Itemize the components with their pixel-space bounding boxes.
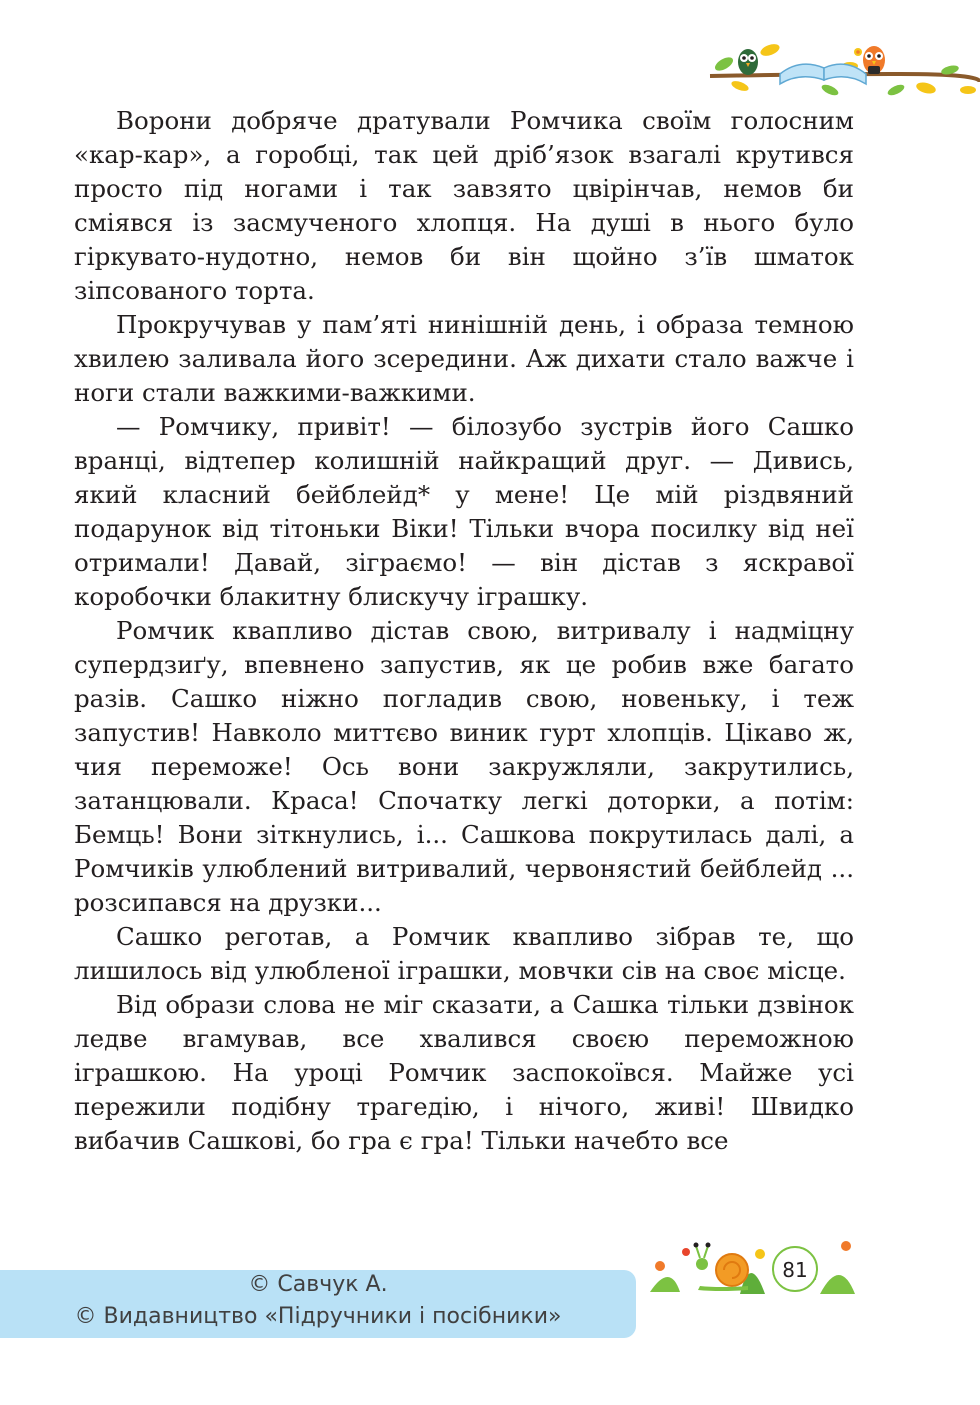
- paragraph: Ворони добряче дратували Ромчика своїм голосним «кар-кар», а горобці, так цей дріб’язок взагалі крутився просто під ногами і так завзято цвірінчав, немов би сміявся із засмученого хлопця. На душі в нього було гіркувато-нудотно, немов би він щойно з’їв шматок зіпсованого торта.: [74, 106, 854, 305]
- owl-orange-icon: [863, 46, 885, 74]
- copyright-publisher: © Видавництво «Підручники і посібники»: [74, 1304, 562, 1329]
- copyright-author: © Савчук А.: [248, 1272, 388, 1297]
- paragraph: — Ромчику, привіт! — білозубо зустрів його Сашко вранці, відтепер колишній найкращий друг. — Дивись, який класний бейблейд* у мене! Це мій різдвяний подарунок від тітоньки Віки! Тільки вчора посилку від неї отримали! Давай, зіграємо! — він дістав з яскравої коробочки блакитну блискучу іграшку.: [74, 412, 854, 611]
- footer-snail-illustration: [640, 1232, 870, 1302]
- flower-icon: [854, 48, 862, 56]
- paragraph: Прокручував у пам’яті нинішній день, і образа темною хвилею заливала його зсередини. Аж дихати стало важче і ноги стали важкими-важкими.: [74, 310, 854, 407]
- open-book-icon: [780, 64, 866, 84]
- story-text: [74, 104, 854, 1158]
- paragraph: Ромчик квапливо дістав свою, витривалу і надміцну супердзиґу, впевнено запустив, як це робив вже багато разів. Сашко ніжно погладив свою, новеньку, і теж запустив! Навколо миттєво виник гурт хлопців. Цікаво ж, чия переможе! Ось вони закружляли, закрутились, затанцювали. Краса! Спочатку легкі доторки, а потім: Бемць! Вони зіткнулись, і... Сашкова покрутилась далі, а Ромчиків улюблений витривалий, червонястий бейблейд ... розсипався на друзки...: [74, 616, 854, 917]
- snail-icon: [694, 1243, 749, 1292]
- page-number: 81: [782, 1258, 808, 1282]
- grass-icon: [650, 1259, 855, 1294]
- paragraph: Від образи слова не міг сказати, а Сашка тільки дзвінок ледве вгамував, все хвалився своєю переможною іграшкою. На уроці Ромчик заспокоївся. Майже усі пережили подібну трагедію, і нічого, живі! Швидко вибачив Сашкові, бо гра є гра! Тільки начебто все: [74, 990, 854, 1155]
- owl-green-icon: [738, 49, 758, 75]
- flower-icon: [655, 1241, 851, 1271]
- header-branch-illustration: [700, 30, 980, 110]
- paragraph: Сашко реготав, а Ромчик квапливо зібрав те, що лишилось від улюбленої іграшки, мовчки сів на своє місце.: [74, 922, 854, 985]
